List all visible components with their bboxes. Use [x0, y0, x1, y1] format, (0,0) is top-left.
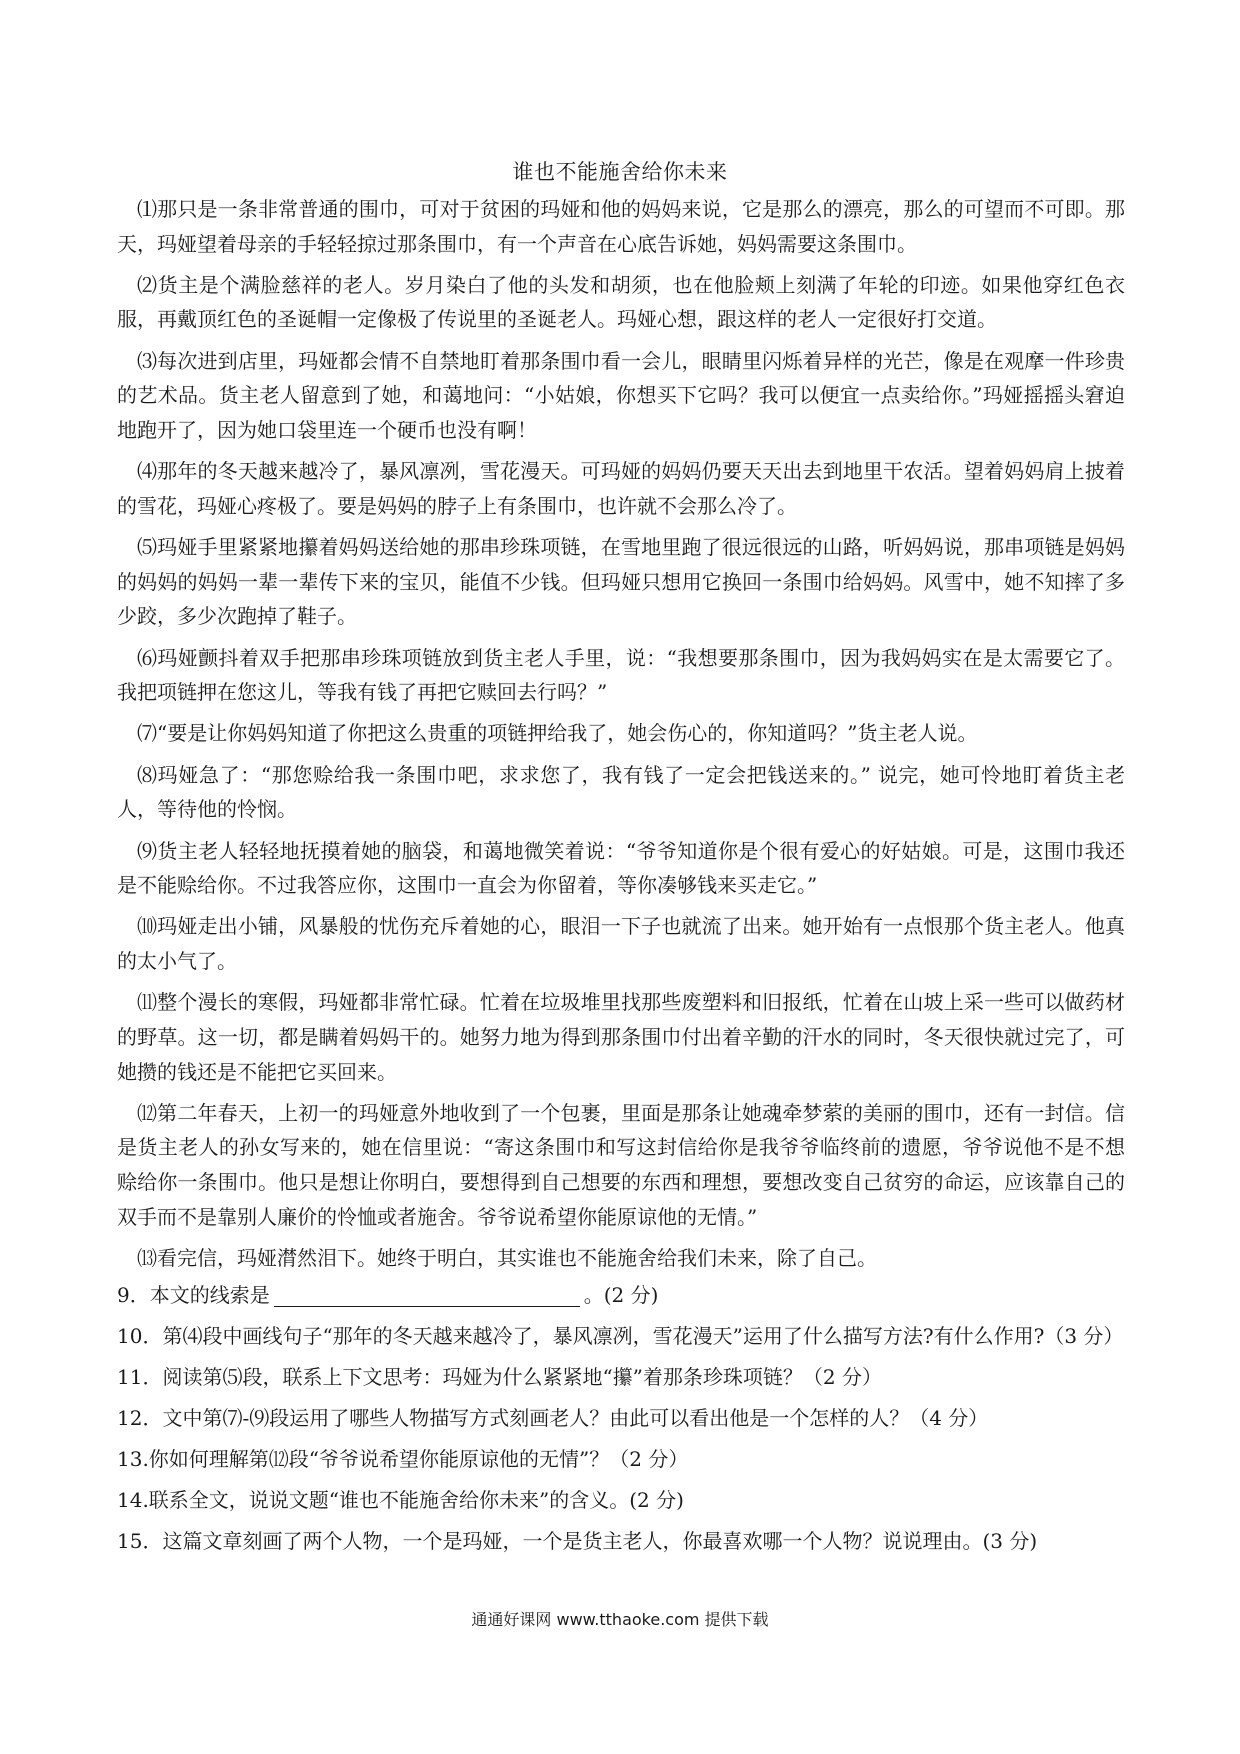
question-list — [117, 1278, 1125, 1565]
question-9-prefix: 9．本文的线索是 — [117, 1283, 270, 1307]
question-9-suffix: 。(2 分) — [583, 1283, 659, 1307]
paragraph-9: ⑼货主老人轻轻地抚摸着她的脑袋，和蔼地微笑着说：“爷爷知道你是个很有爱心的好姑娘。可是，这围巾我还是不能赊给你。不过我答应你，这围巾一直会为你留着，等你凑够钱来买走它。” — [117, 838, 1125, 898]
paragraph-10: ⑽玛娅走出小铺，风暴般的忧伤充斥着她的心，眼泪一下子也就流了出来。她开始有一点恨那个货主老人。他真的太小气了。 — [117, 914, 1125, 974]
question-15: 15．这篇文章刻画了两个人物，一个是玛娅，一个是货主老人，你最喜欢哪一个人物？说说理由。(3 分) — [117, 1529, 1038, 1553]
paragraph-6: ⑹玛娅颤抖着双手把那串珍珠项链放到货主老人手里，说：“我想要那条围巾，因为我妈妈实在是太需要它了。我把项链押在您这儿，等我有钱了再把它赎回去行吗？” — [117, 645, 1125, 705]
question-9 — [117, 1278, 1125, 1313]
article-body — [117, 192, 1125, 1282]
question-13: 13.你如何理解第⑿段“爷爷说希望你能原谅他的无情”？（2 分） — [117, 1447, 689, 1471]
paragraph-4: ⑷那年的冬天越来越冷了，暴风凛冽，雪花漫天。可玛娅的妈妈仍要天天出去到地里干农活。望着妈妈肩上披着的雪花，玛娅心疼极了。要是妈妈的脖子上有条围巾，也许就不会那么冷了。 — [117, 459, 1125, 518]
paragraph-11: ⑾整个漫长的寒假，玛娅都非常忙碌。忙着在垃圾堆里找那些废塑料和旧报纸，忙着在山坡上采一些可以做药材的野草。这一切，都是瞒着妈妈干的。她努力地为得到那条围巾付出着辛勤的汗水的同时，冬天很快就过完了，可她攒的钱还是不能把它买回来。 — [117, 990, 1125, 1084]
paragraph-12: ⑿第二年春天，上初一的玛娅意外地收到了一个包裹，里面是那条让她魂牵梦萦的美丽的围巾，还有一封信。信是货主老人的孙女写来的，她在信里说：“寄这条围巾和写这封信给你是我爷爷临终前的遗愿，爷爷说他不是不想赊给你一条围巾。他只是想让你明白，要想得到自己想要的东西和理想，要想改变自己贫穷的命运，应该靠自己的双手而不是靠别人廉价的怜恤或者施舍。爷爷说希望你能原谅他的无情。” — [117, 1100, 1125, 1229]
paragraph-7: ⑺“要是让你妈妈知道了你把这么贵重的项链押给我了，她会伤心的，你知道吗？”货主老人说。 — [137, 721, 978, 746]
question-14: 14.联系全文，说说文题“谁也不能施舍给你未来”的含义。(2 分) — [117, 1488, 684, 1512]
paragraph-5: ⑸玛娅手里紧紧地攥着妈妈送给她的那串珍珠项链，在雪地里跑了很远很远的山路，听妈妈说，那串项链是妈妈的妈妈的妈妈一辈一辈传下来的宝贝，能值不少钱。但玛娅只想用它换回一条围巾给妈妈。风雪中，她不知摔了多少跤，多少次跑掉了鞋子。 — [117, 535, 1125, 629]
article-title: 谁也不能施舍给你未来 — [512, 160, 728, 184]
paragraph-8: ⑻玛娅急了：“那您赊给我一条围巾吧，求求您了，我有钱了一定会把钱送来的。” 说完，她可怜地盯着货主老人，等待他的怜悯。 — [117, 762, 1125, 822]
question-10: 10．第⑷段中画线句子“那年的冬天越来越冷了，暴风凛冽，雪花漫天”运用了什么描写方法?有什么作用?（3 分） — [117, 1324, 1124, 1348]
paragraph-1: ⑴那只是一条非常普通的围巾，可对于贫困的玛娅和他的妈妈来说，它是那么的漂亮，那么的可望而不可即。那天，玛娅望着母亲的手轻轻掠过那条围巾，有一个声音在心底告诉她，妈妈需要这条围巾。 — [117, 197, 1125, 256]
answer-blank[interactable] — [274, 1286, 580, 1307]
question-12: 12．文中第⑺-⑼段运用了哪些人物描写方式刻画老人？由此可以看出他是一个怎样的人？（4 分） — [117, 1406, 989, 1430]
paragraph-2: ⑵货主是个满脸慈祥的老人。岁月染白了他的头发和胡须，也在他脸颊上刻满了年轮的印迹。如果他穿红色衣服，再戴顶红色的圣诞帽一定像极了传说里的圣诞老人。玛娅心想，跟这样的老人一定很好打交道。 — [117, 272, 1125, 332]
question-11: 11．阅读第⑸段，联系上下文思考：玛娅为什么紧紧地“攥”着那条珍珠项链？（2 分） — [117, 1365, 882, 1389]
paragraph-3: ⑶每次进到店里，玛娅都会情不自禁地盯着那条围巾看一会儿，眼睛里闪烁着异样的光芒，像是在观摩一件珍贵的艺术品。货主老人留意到了她，和蔼地问：“小姑娘，你想买下它吗？我可以便宜一点卖给你。”玛娅摇摇头窘迫地跑开了，因为她口袋里连一个硬币也没有啊！ — [117, 348, 1125, 442]
page-footer: 通通好课网 www.tthaoke.com 提供下载 — [471, 1610, 769, 1629]
paragraph-13: ⒀看完信，玛娅潸然泪下。她终于明白，其实谁也不能施舍给我们未来，除了自己。 — [137, 1245, 877, 1270]
